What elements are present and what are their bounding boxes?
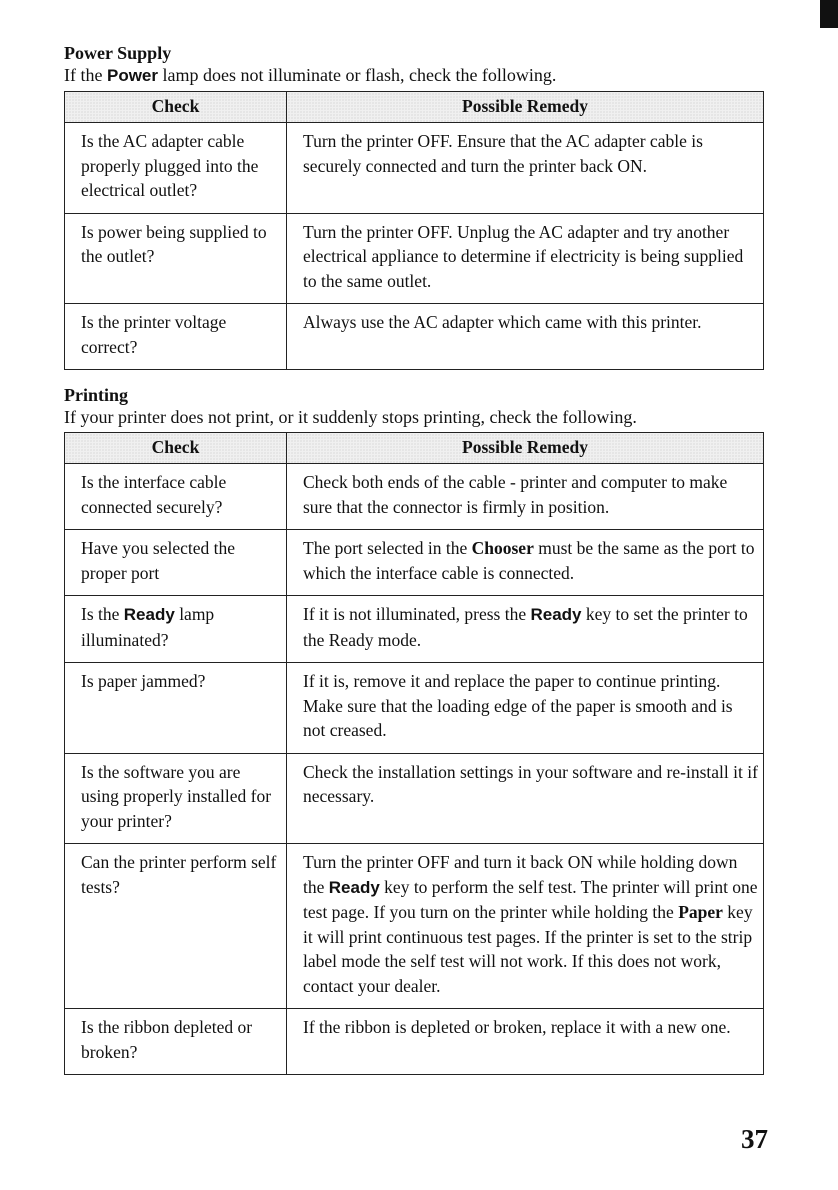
check-cell: Is power being supplied to the outlet? xyxy=(65,213,287,304)
printing-section xyxy=(64,384,764,1075)
table-row xyxy=(65,663,764,754)
chooser-keyword: Chooser xyxy=(471,538,534,558)
table-row xyxy=(65,213,764,304)
table-header-row xyxy=(65,433,764,464)
table-row xyxy=(65,844,764,1009)
check-cell xyxy=(65,596,287,663)
remedy-header: Possible Remedy xyxy=(287,433,764,464)
remedy-text: key to set the printer to the Ready mode. xyxy=(303,604,748,650)
remedy-header: Possible Remedy xyxy=(287,92,764,123)
remedy-text: key it will print continuous test pages. If the printer is set to the strip label mode the self test will not work. If this does not work, contact your dealer. xyxy=(303,902,753,996)
table-row xyxy=(65,304,764,370)
remedy-cell xyxy=(287,530,764,596)
remedy-text: Turn the printer OFF and turn it back ON while holding down the xyxy=(303,852,738,897)
remedy-cell: If the ribbon is depleted or broken, replace it with a new one. xyxy=(287,1009,764,1075)
remedy-text: key to perform the self test. The printer will print one test page. If you turn on the printer while holding the xyxy=(303,876,758,922)
section-title: Power Supply xyxy=(64,43,172,63)
ready-keyword: Ready xyxy=(328,877,380,897)
table-row xyxy=(65,596,764,663)
page-number: 37 xyxy=(741,1124,768,1154)
table-row xyxy=(65,464,764,530)
remedy-text: must be the same as the port to which the interface cable is connected. xyxy=(303,538,755,583)
remedy-cell: If it is, remove it and replace the paper to continue printing. Make sure that the loading edge of the paper is smooth and is not creased. xyxy=(287,663,764,754)
remedy-cell: Turn the printer OFF. Unplug the AC adapter and try another electrical appliance to determine if electricity is being supplied to the same outlet. xyxy=(287,213,764,304)
remedy-cell: Always use the AC adapter which came with this printer. xyxy=(287,304,764,370)
check-cell: Is the printer voltage correct? xyxy=(65,304,287,370)
table-row xyxy=(65,1009,764,1075)
remedy-cell: Check the installation settings in your software and re-install it if necessary. xyxy=(287,753,764,844)
remedy-text: If it is not illuminated, press the xyxy=(303,604,527,624)
check-cell: Is paper jammed? xyxy=(65,663,287,754)
table-row xyxy=(65,123,764,214)
power-keyword: Power xyxy=(106,66,159,85)
remedy-cell: Turn the printer OFF. Ensure that the AC adapter cable is securely connected and turn the printer back ON. xyxy=(287,123,764,214)
check-cell: Is the software you are using properly installed for your printer? xyxy=(65,753,287,844)
check-cell: Can the printer perform self tests? xyxy=(65,844,287,1009)
table-row xyxy=(65,530,764,596)
section-intro: If your printer does not print, or it suddenly stops printing, check the following. xyxy=(64,407,637,427)
check-header: Check xyxy=(65,433,287,464)
section-intro xyxy=(64,64,764,87)
intro-text: If the xyxy=(64,65,103,85)
check-cell: Is the ribbon depleted or broken? xyxy=(65,1009,287,1075)
remedy-text: The port selected in the xyxy=(303,538,468,558)
power-supply-section xyxy=(64,42,764,370)
intro-text: lamp does not illuminate or flash, check the following. xyxy=(162,65,557,85)
check-text: lamp illuminated? xyxy=(81,604,215,650)
remedy-cell xyxy=(287,844,764,1009)
check-cell: Have you selected the proper port xyxy=(65,530,287,596)
power-supply-table xyxy=(64,91,764,370)
paper-keyword: Paper xyxy=(678,902,723,922)
section-title: Printing xyxy=(64,385,129,405)
remedy-cell xyxy=(287,596,764,663)
check-text: Is the xyxy=(81,604,120,624)
check-header: Check xyxy=(65,92,287,123)
ready-keyword: Ready xyxy=(123,605,175,624)
table-row xyxy=(65,753,764,844)
remedy-cell: Check both ends of the cable - printer and computer to make sure that the connector is firmly in position. xyxy=(287,464,764,530)
printing-table xyxy=(64,432,764,1075)
corner-tab-mark xyxy=(820,0,838,28)
check-cell: Is the interface cable connected securely? xyxy=(65,464,287,530)
check-cell: Is the AC adapter cable properly plugged into the electrical outlet? xyxy=(65,123,287,214)
table-header-row xyxy=(65,92,764,123)
ready-keyword: Ready xyxy=(530,605,582,624)
